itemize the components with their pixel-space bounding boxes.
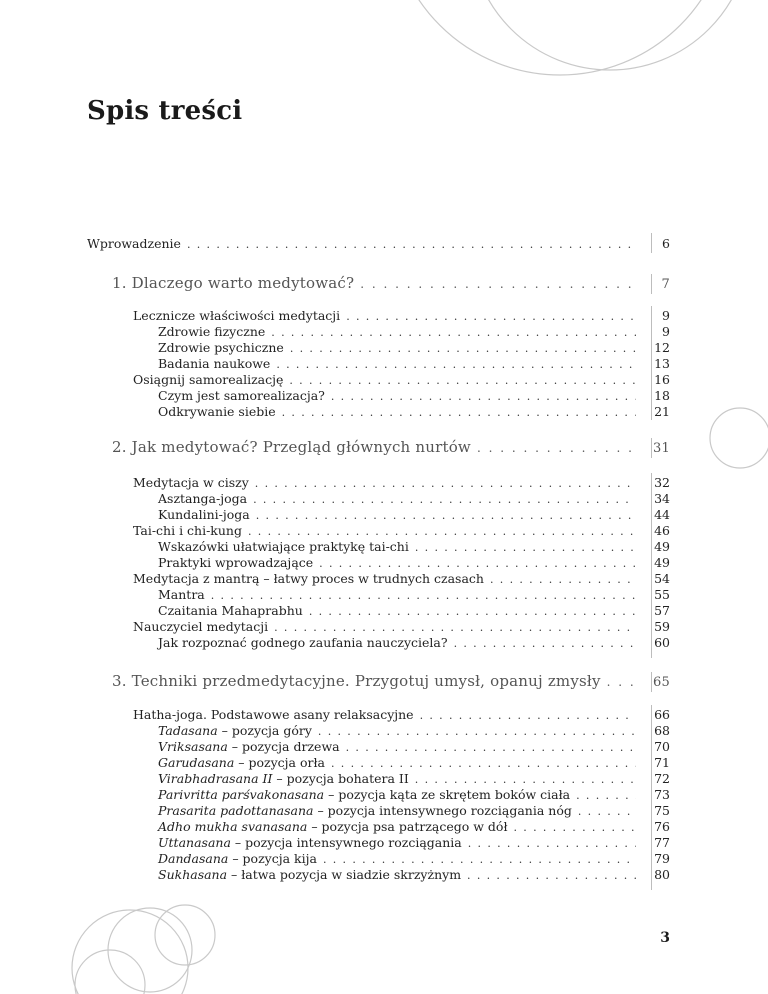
leader-dots (576, 788, 636, 803)
leader-dots (331, 756, 636, 771)
toc-entry[interactable] (158, 404, 670, 420)
toc-entry-page: 80 (654, 867, 670, 882)
toc-entry[interactable] (133, 523, 670, 539)
leader-dots (360, 277, 636, 292)
toc-entry[interactable] (158, 491, 670, 507)
toc-entry-page: 66 (654, 707, 670, 722)
toc-entry-page: 9 (662, 324, 670, 339)
toc-entry-title: Dandasana – pozycja kija (158, 851, 317, 866)
toc-entry-title: Virabhadrasana II – pozycja bohatera II (158, 771, 409, 786)
page-number: 3 (660, 930, 670, 946)
toc-entry-page: 34 (654, 491, 670, 506)
toc-chapter-heading[interactable] (112, 674, 670, 690)
toc-entry-page: 60 (654, 635, 670, 650)
leader-dots (256, 508, 636, 523)
toc-entry-title: Odkrywanie siebie (158, 404, 276, 419)
leader-dots (253, 492, 636, 507)
toc-entry-page: 49 (654, 539, 670, 554)
toc-entry[interactable] (158, 587, 670, 603)
toc-entry[interactable] (133, 619, 670, 635)
toc-entry[interactable] (133, 308, 670, 324)
toc-entry-title: Adho mukha svanasana – pozycja psa patrzącego w dół (158, 819, 508, 834)
leader-dots (346, 740, 636, 755)
toc-entry[interactable] (133, 372, 670, 388)
toc-entry-page: 59 (654, 619, 670, 634)
toc-entry[interactable] (158, 803, 670, 819)
toc-entry-title: Zdrowie psychiczne (158, 340, 284, 355)
toc-entry-page: 32 (654, 475, 670, 490)
toc-entry-page: 57 (654, 603, 670, 618)
toc-entry-title: Vriksasana – pozycja drzewa (158, 739, 340, 754)
toc-entry-page: 18 (654, 388, 670, 403)
page-title: Spis treści (87, 96, 243, 126)
leader-dots (309, 604, 636, 619)
toc-entry-title: Czaitania Mahaprabhu (158, 603, 303, 618)
toc-entry-title: Wprowadzenie (87, 236, 181, 251)
leader-dots (415, 772, 636, 787)
toc-entry-page: 13 (654, 356, 670, 371)
toc-chapter-page: 7 (661, 277, 670, 292)
toc-entry[interactable] (158, 356, 670, 372)
toc-entry[interactable] (158, 539, 670, 555)
toc-entry-title: Hatha-joga. Podstawowe asany relaksacyjne (133, 707, 414, 722)
leader-dots (468, 836, 636, 851)
toc-entry[interactable] (158, 603, 670, 619)
toc-entry-page: 76 (654, 819, 670, 834)
leader-dots (319, 556, 636, 571)
toc-entry-title: Uttanasana – pozycja intensywnego rozciągania (158, 835, 462, 850)
toc-entry-title: Tadasana – pozycja góry (158, 723, 312, 738)
toc-entry-title: Prasarita padottanasana – pozycja intensywnego rozciągania nóg (158, 803, 572, 818)
toc-entry-title: Lecznicze właściwości medytacji (133, 308, 341, 323)
leader-dots (346, 309, 636, 324)
leader-dots (255, 476, 636, 491)
toc-entry-page: 71 (654, 755, 670, 770)
toc-entry[interactable] (158, 739, 670, 755)
toc-entry[interactable] (158, 723, 670, 739)
toc-entry[interactable] (87, 236, 670, 252)
leader-dots (467, 868, 636, 883)
leader-dots (282, 405, 636, 420)
toc-entry[interactable] (158, 324, 670, 340)
leader-dots (490, 572, 636, 587)
toc-entry[interactable] (158, 388, 670, 404)
toc-entry[interactable] (158, 819, 670, 835)
toc-entry-title: Badania naukowe (158, 356, 271, 371)
toc-entry[interactable] (133, 571, 670, 587)
toc-entry-page: 21 (654, 404, 670, 419)
toc-entry-page: 46 (654, 523, 670, 538)
toc-entry-title: Sukhasana – łatwa pozycja w siadzie skrzyżnym (158, 867, 462, 882)
toc-entry-page: 16 (654, 372, 670, 387)
toc-entry[interactable] (158, 340, 670, 356)
toc-entry-title: Praktyki wprowadzające (158, 555, 314, 570)
toc-chapter-title: 3. Techniki przedmedytacyjne. Przygotuj umysł, opanuj zmysły (112, 672, 601, 690)
toc-entry[interactable] (158, 867, 670, 883)
toc-entry-title: Jak rozpoznać godnego zaufania nauczyciela? (158, 635, 448, 650)
leader-dots (607, 675, 636, 690)
toc-entry-title: Kundalini-joga (158, 507, 250, 522)
toc-entry-page: 55 (654, 587, 670, 602)
toc-entry-page: 75 (654, 803, 670, 818)
toc-entry-page: 77 (654, 835, 670, 850)
toc-chapter-page: 65 (653, 675, 670, 690)
leader-dots (187, 237, 636, 252)
leader-dots (289, 373, 636, 388)
toc-entry-page: 79 (654, 851, 670, 866)
leader-dots (271, 325, 636, 340)
toc-entry[interactable] (158, 507, 670, 523)
toc-entry-title: Zdrowie fizyczne (158, 324, 266, 339)
leader-dots (420, 708, 636, 723)
toc-entry-page: 44 (654, 507, 670, 522)
toc-entry-title: Czym jest samorealizacja? (158, 388, 325, 403)
toc-entry-title: Medytacja w ciszy (133, 475, 249, 490)
toc-entry-title: Nauczyciel medytacji (133, 619, 269, 634)
leader-dots (274, 620, 636, 635)
leader-dots (415, 540, 636, 555)
toc-entry-title: Medytacja z mantrą – łatwy proces w trudnych czasach (133, 571, 484, 586)
leader-dots (211, 588, 636, 603)
leader-dots (290, 341, 636, 356)
leader-dots (248, 524, 636, 539)
leader-dots (477, 441, 636, 456)
toc-entry-title: Garudasana – pozycja orła (158, 755, 325, 770)
leader-dots (318, 724, 636, 739)
toc-entry[interactable] (158, 635, 670, 651)
leader-dots (276, 357, 636, 372)
toc-entry-page: 68 (654, 723, 670, 738)
toc-entry-title: Wskazówki ułatwiające praktykę tai-chi (158, 539, 409, 554)
toc-entry-page: 70 (654, 739, 670, 754)
toc-entry-page: 72 (654, 771, 670, 786)
toc-entry[interactable] (158, 755, 670, 771)
toc-entry[interactable] (158, 851, 670, 867)
toc-chapter-heading[interactable] (112, 440, 670, 456)
toc-entry-page: 73 (654, 787, 670, 802)
toc-chapter-title: 2. Jak medytować? Przegląd głównych nurtów (112, 438, 471, 456)
toc-entry-title: Mantra (158, 587, 205, 602)
leader-dots (514, 820, 636, 835)
toc-entry-page: 49 (654, 555, 670, 570)
toc-entry-title: Osiągnij samorealizację (133, 372, 284, 387)
toc-chapter-heading[interactable] (112, 276, 670, 292)
toc-entry[interactable] (133, 475, 670, 491)
leader-dots (331, 389, 636, 404)
toc-entry-title: Parivritta parśvakonasana – pozycja kąta ze skrętem boków ciała (158, 787, 571, 802)
toc-entry[interactable] (158, 835, 670, 851)
toc-entry-page: 9 (662, 308, 670, 323)
toc-entry[interactable] (158, 555, 670, 571)
toc-entry[interactable] (158, 771, 670, 787)
toc-entry-title: Tai-chi i chi-kung (133, 523, 242, 538)
toc-entry[interactable] (133, 707, 670, 723)
leader-dots (454, 636, 636, 651)
toc-entry-page: 12 (654, 340, 670, 355)
toc-entry-title: Asztanga-joga (158, 491, 248, 506)
toc-entry[interactable] (158, 787, 670, 803)
toc-entry-page: 6 (662, 236, 670, 251)
toc-chapter-title: 1. Dlaczego warto medytować? (112, 274, 355, 292)
leader-dots (323, 852, 636, 867)
toc-entry-page: 54 (654, 571, 670, 586)
toc-chapter-page: 31 (653, 441, 670, 456)
leader-dots (578, 804, 636, 819)
